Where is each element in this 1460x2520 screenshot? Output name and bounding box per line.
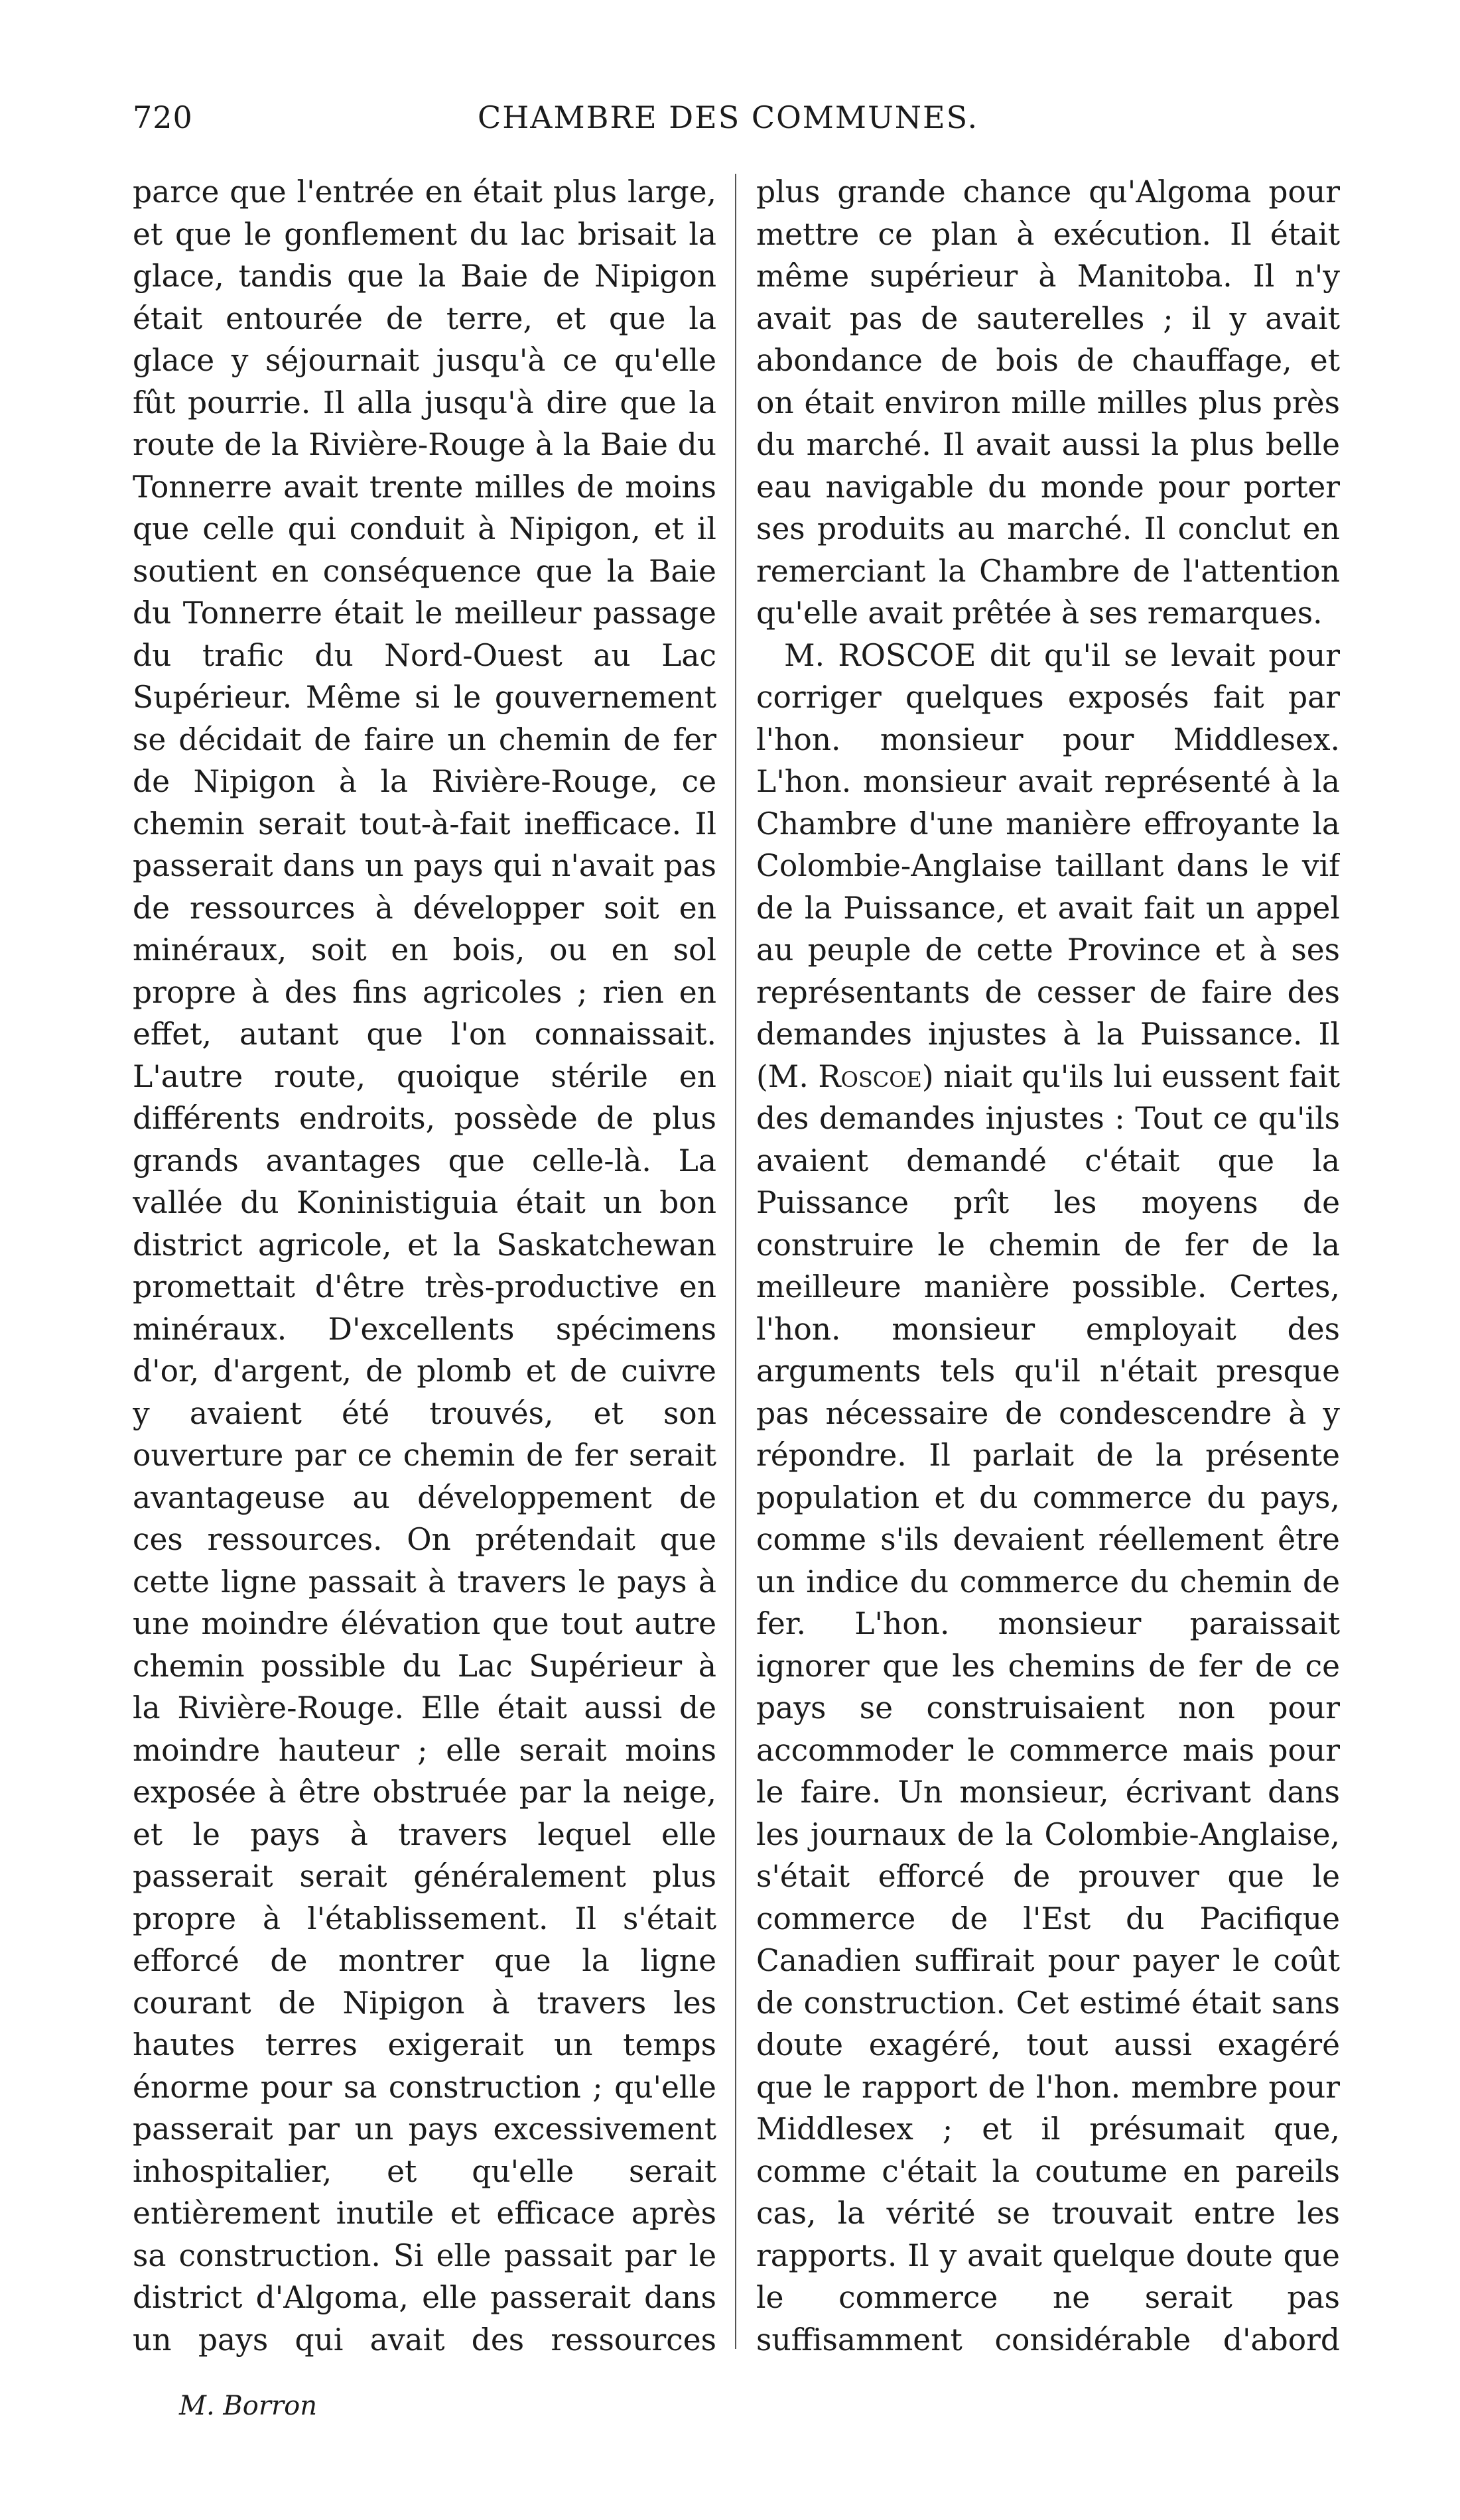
speaker-inline: Roscoe: [818, 1058, 922, 1094]
speaker-name: M. ROSCOE: [784, 637, 976, 673]
page-number: 720: [133, 99, 193, 135]
right-paragraph-1: plus grande chance qu'Algoma pour mettre ce plan à exécution. Il était même supérieur à Manitoba. Il n'y avait pas de sauterelles ; il y avait abondance de bois de chauffage, et on était environ mille milles plus près du marché. Il avait aussi la plus belle eau navigable du monde pour porter ses produits au marché. Il conclut en remerciant la Chambre de l'attention qu'elle avait prêtée à ses remarques.: [756, 174, 1340, 631]
right-column: [756, 171, 1340, 2360]
speech-text-cont: ) niait qu'ils lui eussent fait des demandes injustes : Tout ce qu'ils avaient demandé c'était que la Puissance prît les moyens de construire le chemin de fer de la meilleure manière possible. Certes, l'hon. monsieur employait des arguments tels qu'il n'était presque pas nécessaire de condescendre à y répondre. Il parlait de la présente population et du commerce du pays, comme s'ils devaient réellement être un indice du commerce du chemin de fer. L'hon. monsieur paraissait ignorer que les chemins de fer de ce pays se construisaient non pour accommoder le commerce mais pour le faire. Un monsieur, écrivant dans les journaux de la Colombie-Anglaise, s'était efforcé de prouver que le commerce de l'Est du Pacifique Canadien suffirait pour payer le coût de construction. Cet estimé était sans doute exagéré, tout aussi exagéré que le rapport de l'hon. membre pour Middlesex ; et il présumait que, comme c'était la coutume en pareils cas, la vérité se trouvait entre les rapports. Il y avait quelque doute que le commerce ne serait pas suffisamment considérable d'abord: [756, 1058, 1340, 2358]
footer-speaker-name: M. Borron: [179, 2391, 317, 2421]
page-header: [133, 99, 1320, 146]
column-divider: [735, 174, 736, 2349]
running-head: CHAMBRE DES COMMUNES.: [478, 99, 979, 135]
speech-text: dit qu'il se levait pour corriger quelques exposés fait par l'hon. monsieur pour Middlesex. L'hon. monsieur avait représenté à la Chambre d'une manière effroyante la Colombie-Anglaise taillant dans le vif de la Puissance, et avait fait un appel au peuple de cette Province et à ses représentants de cesser de faire des demandes injustes à la Puissance. Il (M.: [756, 637, 1340, 1094]
left-paragraph-1: parce que l'entrée en était plus large, et que le gonflement du lac brisait la glace, tandis que la Baie de Nipigon était entourée de terre, et que la glace y séjournait jusqu'à ce qu'elle fût pourrie. Il alla jusqu'à dire que la route de la Rivière-Rouge à la Baie du Tonnerre avait trente milles de moins que celle qui conduit à Nipigon, et il soutient en conséquence que la Baie du Tonnerre était le meilleur passage du trafic du Nord-Ouest au Lac Supérieur. Même si le gouvernement se décidait de faire un chemin de fer de Nipigon à la Rivière-Rouge, ce chemin serait tout-à-fait inefficace. Il passerait dans un pays qui n'avait pas de ressources à développer soit en minéraux, soit en bois, ou en sol propre à des fins agricoles ; rien en effet, autant que l'on connaissait. L'autre route, quoique stérile en différents endroits, possède de plus grands avantages que celle-là. La vallée du Koninistiguia était un bon district agricole, et la Saskatchewan promettait d'être très-productive en minéraux. D'excellents spécimens d'or, d'argent, de plomb et de cuivre y avaient été trouvés, et son ouverture par ce chemin de fer serait avantageuse au développement de ces ressources. On prétendait que cette ligne passait à travers le pays à une moindre élévation que tout autre chemin possible du Lac Supérieur à la Rivière-Rouge. Elle était aussi de moindre hauteur ; elle serait moins exposée à être obstruée par la neige, et le pays à travers lequel elle passerait serait généralement plus propre à l'établissement. Il s'était efforcé de montrer que la ligne courant de Nipigon à travers les hautes terres exigerait un temps énorme pour sa construction ; qu'elle passerait par un pays excessivement inhospitalier, et qu'elle serait entièrement inutile et efficace après sa construction. Si elle passait par le district d'Algoma, elle passerait dans un pays qui avait des ressources: [133, 174, 716, 2358]
right-paragraph-2: [756, 635, 1340, 2360]
left-column: [133, 171, 716, 2360]
